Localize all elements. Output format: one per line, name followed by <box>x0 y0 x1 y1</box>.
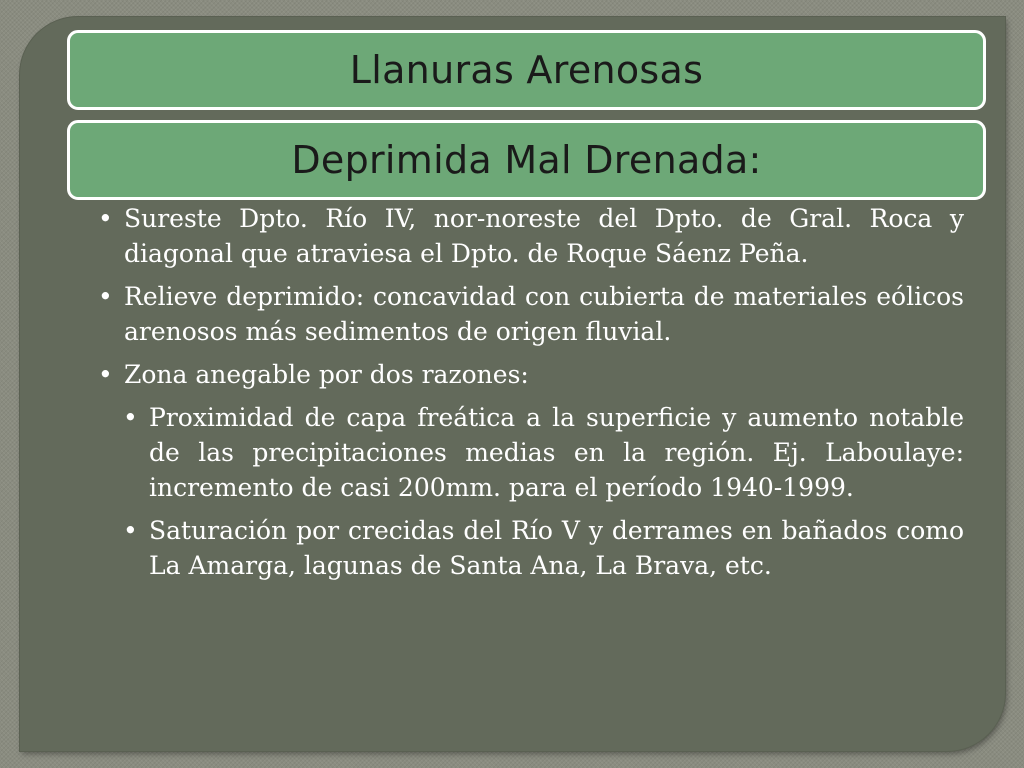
slide-title: Llanuras Arenosas <box>349 48 704 92</box>
bullet-icon: • <box>98 360 113 389</box>
bullet-text: Relieve deprimido: concavidad con cubierta de materiales eólicos arenosos más sedimentos de origen fluvial. <box>124 282 964 346</box>
title-banner <box>67 30 986 110</box>
bullet-list <box>98 201 964 591</box>
bullet-text: Saturación por crecidas del Río V y derrames en bañados como La Amarga, lagunas de Santa Ana, La Brava, etc. <box>149 516 964 580</box>
bullet-text: Proximidad de capa freática a la superficie y aumento notable de las precipitaciones medias en la región. Ej. Laboulaye: incremento de casi 200mm. para el período 1940-1999. <box>149 403 964 502</box>
subtitle-banner <box>67 120 986 200</box>
slide-subtitle: Deprimida Mal Drenada: <box>291 138 762 182</box>
bullet-icon: • <box>123 403 138 432</box>
bullet-item-location <box>98 201 964 271</box>
bullet-icon: • <box>123 516 138 545</box>
sub-bullet-item-water-table <box>123 400 964 505</box>
bullet-icon: • <box>98 282 113 311</box>
bullet-text: Zona anegable por dos razones: <box>124 360 529 389</box>
sub-bullet-item-saturation <box>123 513 964 583</box>
bullet-icon: • <box>98 204 113 233</box>
bullet-text: Sureste Dpto. Río IV, nor-noreste del Dpto. de Gral. Roca y diagonal que atraviesa el Dpto. de Roque Sáenz Peña. <box>124 204 964 268</box>
bullet-item-flood-zone <box>98 357 964 392</box>
bullet-item-relief <box>98 279 964 349</box>
